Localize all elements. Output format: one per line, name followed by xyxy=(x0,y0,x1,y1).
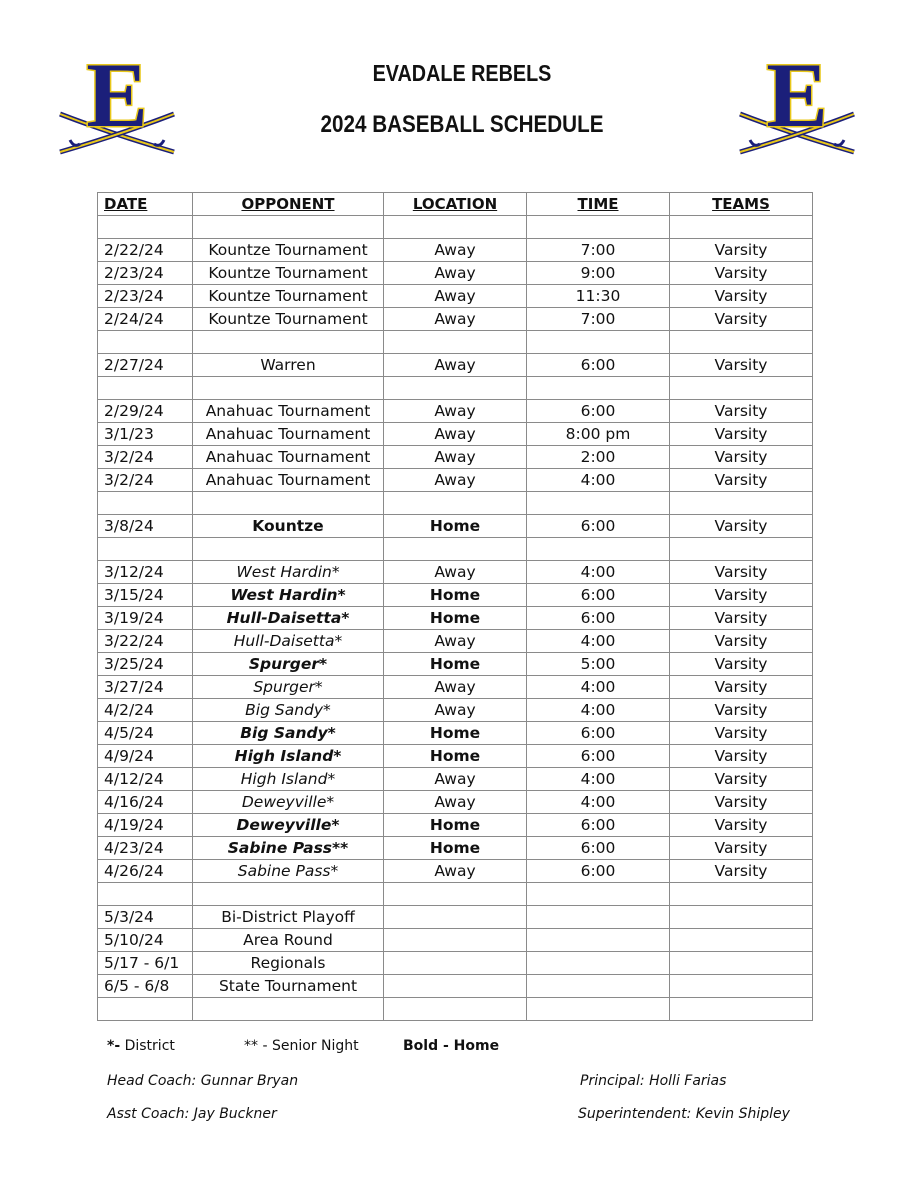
cell-time xyxy=(527,377,670,400)
cell-opponent: Kountze Tournament xyxy=(193,262,384,285)
cell-time: 4:00 xyxy=(527,630,670,653)
cell-time: 4:00 xyxy=(527,676,670,699)
cell-time: 7:00 xyxy=(527,239,670,262)
cell-teams xyxy=(670,538,813,561)
cell-teams: Varsity xyxy=(670,676,813,699)
page-title: EVADALE REBELS xyxy=(372,60,552,86)
cell-time: 6:00 xyxy=(527,722,670,745)
cell-time xyxy=(527,952,670,975)
cell-teams xyxy=(670,492,813,515)
cell-date: 2/24/24 xyxy=(98,308,193,331)
cell-time: 2:00 xyxy=(527,446,670,469)
cell-location: Away xyxy=(384,768,527,791)
schedule-body xyxy=(98,216,813,1021)
cell-time xyxy=(527,538,670,561)
cell-opponent: Big Sandy* xyxy=(193,699,384,722)
table-row xyxy=(98,768,813,791)
cell-time xyxy=(527,929,670,952)
cell-time: 6:00 xyxy=(527,814,670,837)
cell-opponent: Regionals xyxy=(193,952,384,975)
cell-date: 3/1/23 xyxy=(98,423,193,446)
cell-teams: Varsity xyxy=(670,561,813,584)
cell-time: 4:00 xyxy=(527,469,670,492)
cell-opponent: Anahuac Tournament xyxy=(193,423,384,446)
table-row xyxy=(98,262,813,285)
cell-location: Home xyxy=(384,607,527,630)
page-subtitle: 2024 BASEBALL SCHEDULE xyxy=(320,111,604,138)
cell-opponent: Anahuac Tournament xyxy=(193,446,384,469)
cell-date: 3/25/24 xyxy=(98,653,193,676)
cell-opponent: Big Sandy* xyxy=(193,722,384,745)
table-row xyxy=(98,377,813,400)
cell-location xyxy=(384,492,527,515)
cell-opponent: Sabine Pass* xyxy=(193,860,384,883)
table-row xyxy=(98,699,813,722)
cell-teams: Varsity xyxy=(670,354,813,377)
cell-time xyxy=(527,975,670,998)
table-row xyxy=(98,745,813,768)
cell-time: 11:30 xyxy=(527,285,670,308)
cell-teams: Varsity xyxy=(670,584,813,607)
cell-time: 4:00 xyxy=(527,791,670,814)
cell-teams xyxy=(670,975,813,998)
table-row xyxy=(98,538,813,561)
cell-opponent: Kountze Tournament xyxy=(193,308,384,331)
cell-location xyxy=(384,331,527,354)
cell-date: 3/12/24 xyxy=(98,561,193,584)
cell-location: Away xyxy=(384,354,527,377)
cell-opponent xyxy=(193,998,384,1021)
cell-date xyxy=(98,216,193,239)
cell-date: 3/19/24 xyxy=(98,607,193,630)
table-row xyxy=(98,653,813,676)
cell-opponent: Deweyville* xyxy=(193,814,384,837)
cell-date: 2/27/24 xyxy=(98,354,193,377)
cell-teams: Varsity xyxy=(670,791,813,814)
cell-time: 6:00 xyxy=(527,584,670,607)
cell-date: 4/23/24 xyxy=(98,837,193,860)
table-row xyxy=(98,216,813,239)
cell-time: 4:00 xyxy=(527,699,670,722)
cell-date: 6/5 - 6/8 xyxy=(98,975,193,998)
cell-teams: Varsity xyxy=(670,446,813,469)
cell-time: 6:00 xyxy=(527,400,670,423)
cell-opponent xyxy=(193,331,384,354)
table-row xyxy=(98,860,813,883)
cell-opponent: Spurger* xyxy=(193,676,384,699)
cell-date: 2/23/24 xyxy=(98,262,193,285)
head-coach: Head Coach: Gunnar Bryan xyxy=(107,1073,299,1089)
cell-opponent: Kountze Tournament xyxy=(193,239,384,262)
cell-location: Away xyxy=(384,446,527,469)
cell-date: 3/15/24 xyxy=(98,584,193,607)
cell-location: Home xyxy=(384,745,527,768)
legend-district-symbol: *- xyxy=(107,1038,121,1054)
header-location: LOCATION xyxy=(384,193,527,216)
cell-opponent xyxy=(193,216,384,239)
table-header-row xyxy=(98,193,813,216)
cell-opponent: Sabine Pass** xyxy=(193,837,384,860)
legend-district xyxy=(107,1038,175,1054)
cell-date xyxy=(98,492,193,515)
cell-teams xyxy=(670,377,813,400)
logo-letter: E xyxy=(86,44,148,146)
cell-location: Home xyxy=(384,837,527,860)
cell-teams: Varsity xyxy=(670,515,813,538)
cell-location: Away xyxy=(384,630,527,653)
table-row xyxy=(98,722,813,745)
header-date: DATE xyxy=(98,193,193,216)
table-row xyxy=(98,400,813,423)
cell-time xyxy=(527,998,670,1021)
cell-time: 6:00 xyxy=(527,607,670,630)
cell-location: Away xyxy=(384,561,527,584)
cell-location: Away xyxy=(384,423,527,446)
cell-opponent: Anahuac Tournament xyxy=(193,400,384,423)
cell-date: 3/8/24 xyxy=(98,515,193,538)
cell-time: 9:00 xyxy=(527,262,670,285)
cell-teams: Varsity xyxy=(670,423,813,446)
cell-location xyxy=(384,377,527,400)
cell-time xyxy=(527,331,670,354)
cell-date: 3/2/24 xyxy=(98,469,193,492)
table-row xyxy=(98,331,813,354)
cell-opponent xyxy=(193,492,384,515)
cell-opponent: West Hardin* xyxy=(193,561,384,584)
cell-teams: Varsity xyxy=(670,722,813,745)
cell-date: 2/23/24 xyxy=(98,285,193,308)
table-row xyxy=(98,791,813,814)
cell-teams: Varsity xyxy=(670,239,813,262)
cell-teams: Varsity xyxy=(670,768,813,791)
logo-letter: E xyxy=(766,44,828,146)
cell-teams xyxy=(670,998,813,1021)
cell-teams: Varsity xyxy=(670,814,813,837)
cell-location xyxy=(384,538,527,561)
cell-date xyxy=(98,538,193,561)
cell-opponent: Kountze xyxy=(193,515,384,538)
superintendent: Superintendent: Kevin Shipley xyxy=(578,1106,790,1122)
cell-location xyxy=(384,952,527,975)
legend-bold-home: Bold - Home xyxy=(403,1038,500,1054)
cell-teams xyxy=(670,929,813,952)
cell-opponent: Anahuac Tournament xyxy=(193,469,384,492)
cell-opponent: Kountze Tournament xyxy=(193,285,384,308)
cell-location xyxy=(384,883,527,906)
table-row xyxy=(98,906,813,929)
cell-location xyxy=(384,929,527,952)
cell-date: 4/19/24 xyxy=(98,814,193,837)
cell-time: 4:00 xyxy=(527,561,670,584)
cell-teams: Varsity xyxy=(670,308,813,331)
table-row xyxy=(98,423,813,446)
cell-date: 5/3/24 xyxy=(98,906,193,929)
cell-location xyxy=(384,975,527,998)
cell-date: 4/9/24 xyxy=(98,745,193,768)
cell-opponent: Bi-District Playoff xyxy=(193,906,384,929)
cell-teams xyxy=(670,216,813,239)
cell-time: 6:00 xyxy=(527,837,670,860)
table-row xyxy=(98,561,813,584)
legend-senior-night: ** - Senior Night xyxy=(244,1038,359,1054)
cell-date: 5/10/24 xyxy=(98,929,193,952)
cell-location: Home xyxy=(384,653,527,676)
cell-location: Home xyxy=(384,814,527,837)
table-row xyxy=(98,446,813,469)
cell-time: 6:00 xyxy=(527,860,670,883)
cell-teams: Varsity xyxy=(670,745,813,768)
cell-date: 3/2/24 xyxy=(98,446,193,469)
table-row xyxy=(98,584,813,607)
cell-opponent: High Island* xyxy=(193,745,384,768)
cell-date: 4/2/24 xyxy=(98,699,193,722)
table-row xyxy=(98,676,813,699)
table-row xyxy=(98,285,813,308)
table-row xyxy=(98,998,813,1021)
cell-teams: Varsity xyxy=(670,860,813,883)
cell-opponent: Warren xyxy=(193,354,384,377)
cell-teams: Varsity xyxy=(670,400,813,423)
cell-date: 4/26/24 xyxy=(98,860,193,883)
header-time: TIME xyxy=(527,193,670,216)
cell-opponent: Hull-Daisetta* xyxy=(193,607,384,630)
cell-teams xyxy=(670,906,813,929)
cell-opponent xyxy=(193,538,384,561)
cell-time: 5:00 xyxy=(527,653,670,676)
table-row xyxy=(98,469,813,492)
cell-date xyxy=(98,331,193,354)
table-row xyxy=(98,814,813,837)
legend-district-text: District xyxy=(120,1038,175,1054)
cell-opponent: Hull-Daisetta* xyxy=(193,630,384,653)
cell-teams xyxy=(670,952,813,975)
cell-time xyxy=(527,883,670,906)
cell-teams: Varsity xyxy=(670,262,813,285)
table-row xyxy=(98,837,813,860)
cell-opponent xyxy=(193,377,384,400)
schedule-table xyxy=(97,192,813,1021)
cell-time xyxy=(527,492,670,515)
cell-location: Away xyxy=(384,699,527,722)
table-row xyxy=(98,929,813,952)
cell-date: 4/16/24 xyxy=(98,791,193,814)
cell-teams: Varsity xyxy=(670,469,813,492)
cell-date: 4/12/24 xyxy=(98,768,193,791)
cell-location: Away xyxy=(384,791,527,814)
cell-teams: Varsity xyxy=(670,630,813,653)
header-opponent: OPPONENT xyxy=(193,193,384,216)
cell-location: Away xyxy=(384,400,527,423)
cell-date xyxy=(98,998,193,1021)
table-row xyxy=(98,952,813,975)
cell-time: 6:00 xyxy=(527,745,670,768)
table-row xyxy=(98,883,813,906)
cell-location xyxy=(384,998,527,1021)
cell-time xyxy=(527,216,670,239)
table-row xyxy=(98,607,813,630)
table-row xyxy=(98,630,813,653)
cell-teams: Varsity xyxy=(670,285,813,308)
cell-date: 5/17 - 6/1 xyxy=(98,952,193,975)
table-row xyxy=(98,354,813,377)
cell-location xyxy=(384,906,527,929)
cell-location: Away xyxy=(384,860,527,883)
cell-location: Away xyxy=(384,469,527,492)
table-row xyxy=(98,975,813,998)
cell-time xyxy=(527,906,670,929)
cell-location: Away xyxy=(384,262,527,285)
cell-teams: Varsity xyxy=(670,699,813,722)
cell-date xyxy=(98,377,193,400)
cell-teams xyxy=(670,883,813,906)
cell-teams xyxy=(670,331,813,354)
cell-time: 7:00 xyxy=(527,308,670,331)
table-row xyxy=(98,492,813,515)
cell-date: 2/22/24 xyxy=(98,239,193,262)
cell-time: 6:00 xyxy=(527,354,670,377)
cell-location: Home xyxy=(384,584,527,607)
asst-coach: Asst Coach: Jay Buckner xyxy=(107,1106,277,1122)
cell-opponent: Deweyville* xyxy=(193,791,384,814)
cell-date: 2/29/24 xyxy=(98,400,193,423)
cell-opponent: Spurger* xyxy=(193,653,384,676)
table-row xyxy=(98,239,813,262)
table-row xyxy=(98,515,813,538)
cell-location: Away xyxy=(384,676,527,699)
cell-date: 3/22/24 xyxy=(98,630,193,653)
cell-opponent: West Hardin* xyxy=(193,584,384,607)
cell-teams: Varsity xyxy=(670,837,813,860)
cell-teams: Varsity xyxy=(670,607,813,630)
cell-time: 8:00 pm xyxy=(527,423,670,446)
cell-time: 6:00 xyxy=(527,515,670,538)
cell-location xyxy=(384,216,527,239)
cell-location: Away xyxy=(384,285,527,308)
cell-location: Home xyxy=(384,515,527,538)
cell-location: Home xyxy=(384,722,527,745)
cell-location: Away xyxy=(384,239,527,262)
cell-teams: Varsity xyxy=(670,653,813,676)
cell-opponent: Area Round xyxy=(193,929,384,952)
cell-opponent: State Tournament xyxy=(193,975,384,998)
table-row xyxy=(98,308,813,331)
cell-date: 3/27/24 xyxy=(98,676,193,699)
cell-location: Away xyxy=(384,308,527,331)
cell-time: 4:00 xyxy=(527,768,670,791)
header-teams: TEAMS xyxy=(670,193,813,216)
cell-opponent xyxy=(193,883,384,906)
cell-date: 4/5/24 xyxy=(98,722,193,745)
cell-date xyxy=(98,883,193,906)
principal: Principal: Holli Farias xyxy=(580,1073,727,1089)
cell-opponent: High Island* xyxy=(193,768,384,791)
